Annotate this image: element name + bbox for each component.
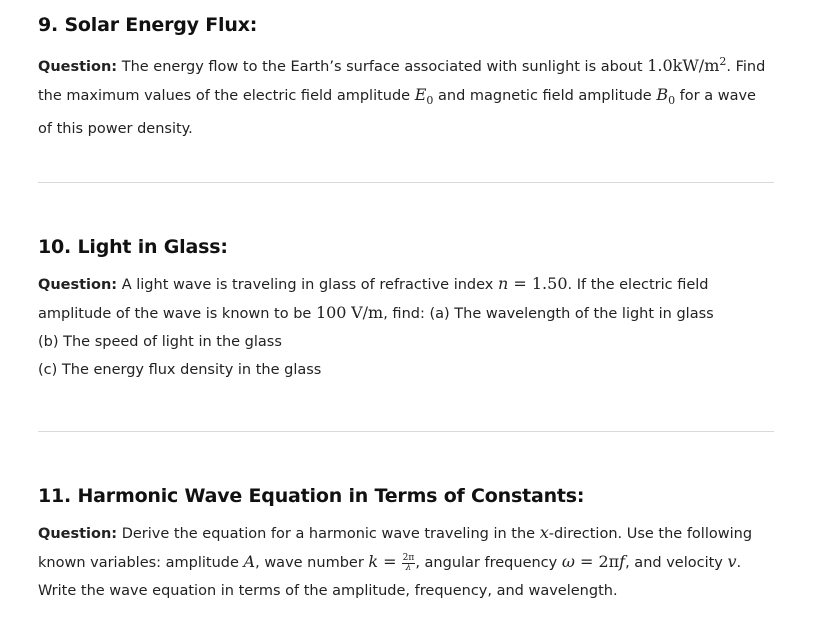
problem-11 <box>38 485 774 605</box>
fraction: $\frac{2\pi}{\lambda}$ <box>402 552 415 573</box>
section-divider <box>38 182 774 183</box>
problem-10-title: 10. Light in Glass: <box>38 236 228 258</box>
problem-11-question: Question: Derive the equation for a harmonic wave traveling in the x-direction. Use the following known variables: amplitude A, wave number k = $\frac{2\pi}{\lambda}$ , angular frequency ω = 2πf, and velocity v. <box>38 523 753 573</box>
problem-9-title: 9. Solar Energy Flux: <box>38 14 258 36</box>
problem-9 <box>38 14 774 143</box>
question-label: Question: <box>38 526 118 542</box>
problem-11-instruction: Write the wave equation in terms of the amplitude, frequency, and wavelength. <box>38 583 618 599</box>
problem-10-question: Question: A light wave is traveling in glass of refractive index n = 1.50. If the electric field amplitude of the wave is known to be 100 V/m, find: (a) The wavelength of the light in glass <box>38 274 714 322</box>
problem-11-title: 11. Harmonic Wave Equation in Terms of Constants: <box>38 485 585 507</box>
problem-10-part-c: (c) The energy flux density in the glass <box>38 362 322 378</box>
question-label: Question: <box>38 58 118 75</box>
question-label: Question: <box>38 277 118 293</box>
problem-10 <box>38 236 774 384</box>
section-divider <box>38 431 774 432</box>
problem-10-part-b: (b) The speed of light in the glass <box>38 334 282 350</box>
problem-9-question: Question: The energy flow to the Earth’s surface associated with sunlight is about $1.0kW/m^2$. Find the maximum values of the electric field amplitude $E_0$ and magnetic field amplitude $B_0$ for a wave of this power density. <box>38 55 766 137</box>
